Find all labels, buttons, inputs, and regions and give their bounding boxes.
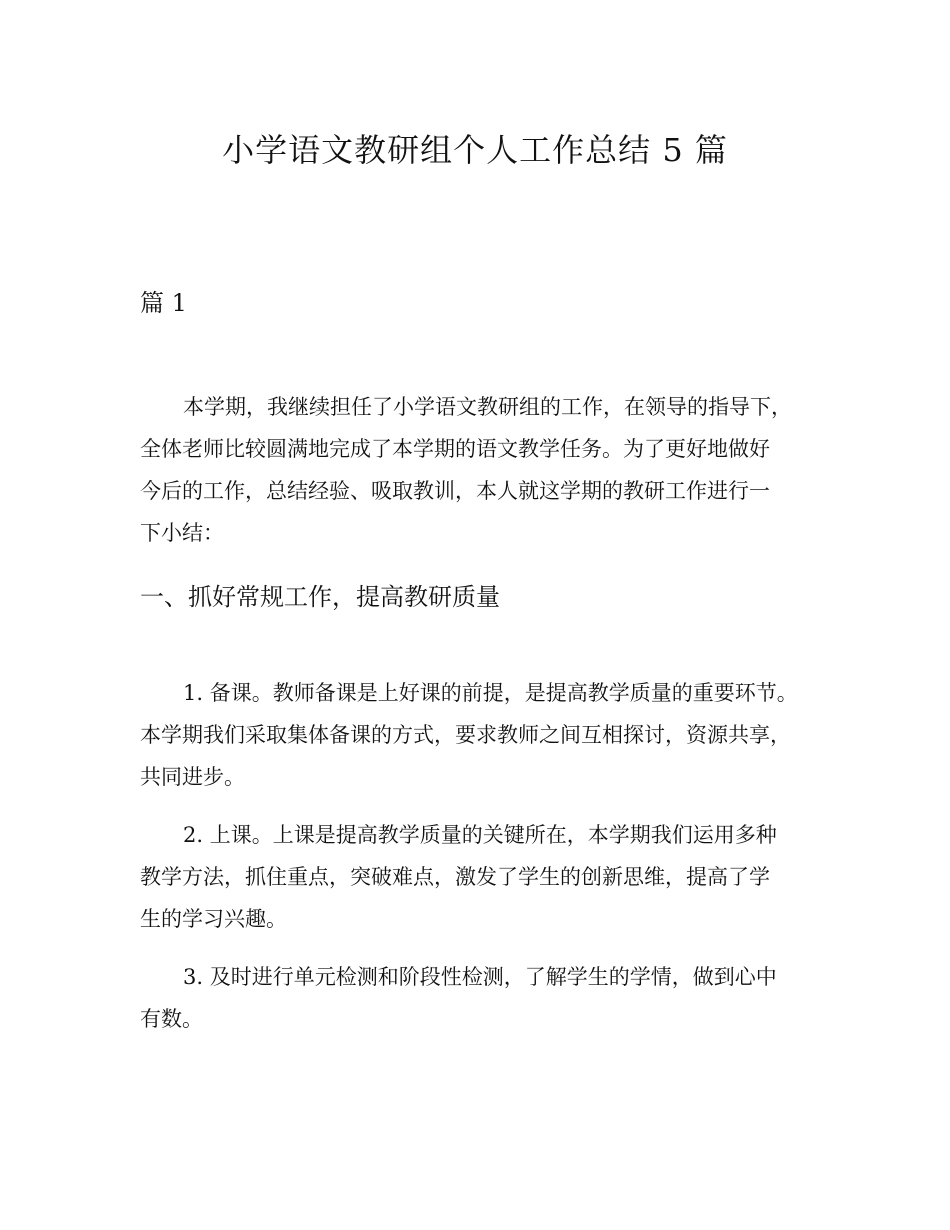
paragraph-line: 教学方法，抓住重点，突破难点，激发了学生的创新思维，提高了学 [140, 865, 770, 889]
section-heading: 篇 1 [140, 289, 187, 317]
paragraph-line: 生的学习兴趣。 [140, 907, 287, 931]
paragraph-line: 今后的工作，总结经验、吸取教训，本人就这学期的教研工作进行一 [140, 479, 770, 503]
paragraph-line: 下小结： [140, 521, 224, 545]
paragraph-line: 本学期，我继续担任了小学语文教研组的工作，在领导的指导下， [183, 395, 792, 419]
subheading-routine-work: 一、抓好常规工作，提高教研质量 [140, 583, 500, 611]
paragraph-line: 本学期我们采取集体备课的方式，要求教师之间互相探讨，资源共享， [140, 723, 791, 747]
intro-paragraph [140, 386, 840, 554]
paragraph-line: 有数。 [140, 1007, 203, 1031]
paragraph-line: 全体老师比较圆满地完成了本学期的语文教学任务。为了更好地做好 [140, 437, 770, 461]
paragraph-line: 3. 及时进行单元检测和阶段性检测，了解学生的学情，做到心中 [183, 965, 777, 989]
list-item-lesson-prep [140, 672, 840, 798]
list-item-testing [140, 956, 840, 1040]
paragraph-line: 共同进步。 [140, 765, 245, 789]
document-title: 小学语文教研组个人工作总结 5 篇 [222, 131, 728, 169]
paragraph-line: 2. 上课。上课是提高教学质量的关键所在，本学期我们运用多种 [183, 823, 777, 847]
paragraph-line: 1. 备课。教师备课是上好课的前提，是提高教学质量的重要环节。 [183, 681, 798, 705]
list-item-teaching [140, 814, 840, 940]
